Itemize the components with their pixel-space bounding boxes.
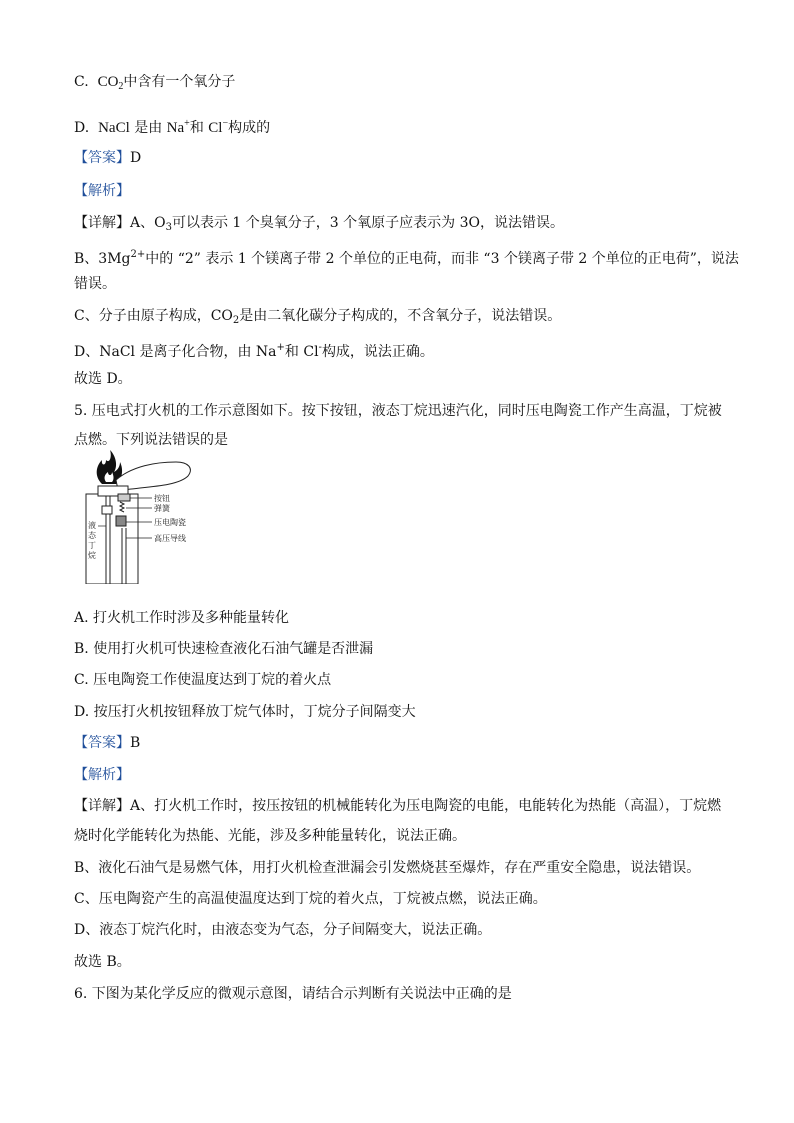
q4-detail-b: B、$3Mg^{2+}$中的 “2” 表示 1 个镁离子带 2 个单位的正电荷，而非 “3 个镁离子带 2 个单位的正电荷”，说法 — [74, 249, 739, 267]
q5-analysis-label: 【解析】 — [74, 767, 130, 783]
q5-option-c: C. 压电陶瓷工作使温度达到丁烷的着火点 — [74, 672, 332, 688]
label-liquid-1: 液 — [88, 521, 96, 530]
q4-detail-a: 【详解】A、$O_3$可以表示 1 个臭氧分子，3 个氧原子应表示为 3O，说法错误。 — [74, 215, 564, 233]
q4-conclusion: 故选 D。 — [74, 371, 132, 387]
q5-option-a: A. 打火机工作时涉及多种能量转化 — [74, 610, 290, 626]
q5-stem-line2: 点燃。下列说法错误的是 — [74, 432, 228, 448]
q4-detail-c: C、分子由原子构成，$CO_2$是由二氧化碳分子构成的，不含氧分子，说法错误。 — [74, 308, 562, 326]
q5-stem-line1: 5. 压电式打火机的工作示意图如下。按下按钮，液态丁烷迅速汽化，同时压电陶瓷工作产生高温，丁烷被 — [74, 403, 722, 419]
q4-detail-d: D、NaCl 是离子化合物，由 Na+和 Cl-构成，说法正确。 — [74, 342, 434, 360]
button-part — [118, 494, 130, 501]
q5-detail-b: B、液化石油气是易燃气体，用打火机检查泄漏会引发燃烧甚至爆炸，存在严重安全隐患，说法错误。 — [74, 860, 701, 876]
q5-option-d: D. 按压打火机按钮释放丁烷气体时，丁烷分子间隔变大 — [74, 704, 416, 720]
q5-answer: 【答案】B — [74, 735, 141, 751]
label-button: 按钮 — [154, 494, 170, 503]
label-wire: 高压导线 — [154, 534, 186, 543]
q5-conclusion: 故选 B。 — [74, 954, 131, 970]
q4-analysis-label: 【解析】 — [74, 183, 130, 199]
q5-option-b: B. 使用打火机可快速检查液化石油气罐是否泄漏 — [74, 641, 374, 657]
q4-option-d: D. NaCl 是由 Na+和 Cl−构成的 — [74, 118, 271, 136]
q5-detail-d: D、液态丁烷汽化时，由液态变为气态，分子间隔变大，说法正确。 — [74, 922, 492, 938]
ceramic-part — [116, 516, 126, 526]
q4-answer: 【答案】D — [74, 150, 142, 166]
q5-detail-c: C、压电陶瓷产生的高温使温度达到丁烷的着火点，丁烷被点燃，说法正确。 — [74, 891, 547, 907]
label-liquid-3: 丁 — [88, 541, 96, 550]
label-spring: 弹簧 — [154, 504, 170, 513]
lighter-diagram — [76, 436, 206, 584]
label-liquid-4: 烷 — [88, 551, 96, 560]
co2-formula: $CO_2$ — [97, 74, 124, 92]
q5-detail-a-cont: 烧时化学能转化为热能、光能，涉及多种能量转化，说法正确。 — [74, 828, 466, 844]
q4-option-c: C. $CO_2$中含有一个氧分子 — [74, 74, 236, 92]
q5-detail-a: 【详解】A、打火机工作时，按压按钮的机械能转化为压电陶瓷的电能，电能转化为热能（高温），丁烷燃 — [74, 798, 722, 814]
label-ceramic: 压电陶瓷 — [154, 518, 186, 527]
q4-detail-b-cont: 错误。 — [74, 276, 116, 292]
q6-stem: 6. 下图为某化学反应的微观示意图，请结合示判断有关说法中正确的是 — [74, 986, 512, 1002]
label-liquid-2: 态 — [88, 531, 96, 540]
